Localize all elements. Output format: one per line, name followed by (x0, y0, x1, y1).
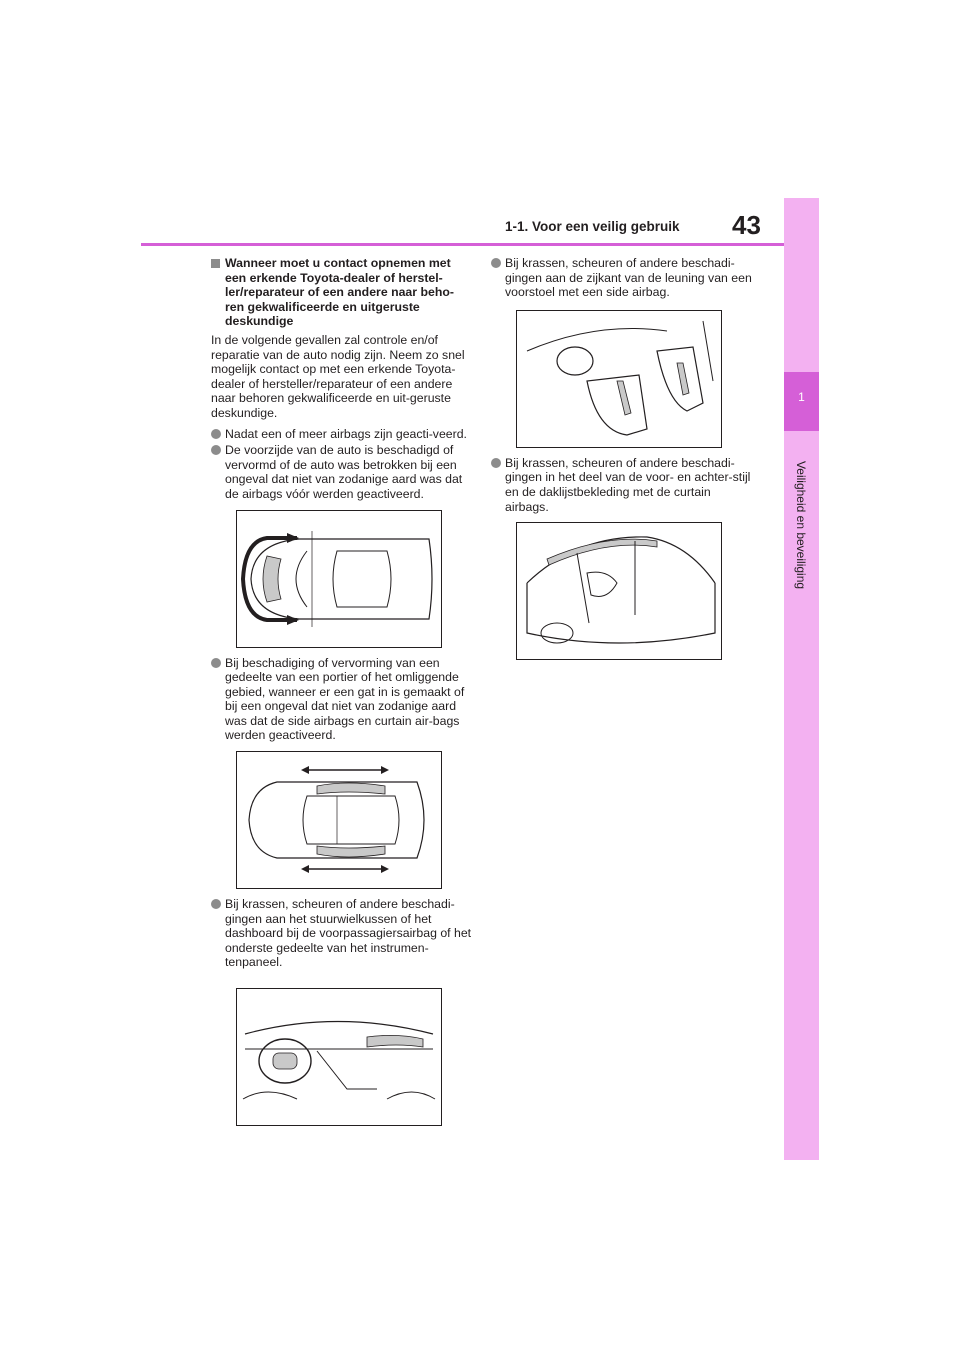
front-seat-illustration (517, 311, 721, 447)
section-heading-text: Wanneer moet u contact opnemen met een erkende Toyota-dealer of herstel-ler/reparateur of een andere naar beho-ren gekwalificeerde en uitgeruste deskundige (225, 256, 454, 329)
list-item (491, 456, 753, 514)
left-column (211, 256, 473, 1134)
car-top-view-side-illustration (237, 752, 441, 888)
bullet-icon (491, 458, 501, 468)
bullet-icon (211, 445, 221, 455)
intro-paragraph: In de volgende gevallen zal controle en/of reparatie van de auto nodig zijn. Neem zo snel mogelijk contact op met een erkende Toyota-dealer of hersteller/reparateur of een andere naar behoren gekwalificeerde en uit-geruste deskundige. (211, 332, 465, 420)
chapter-tab-strip (784, 198, 819, 1160)
list-item (211, 443, 473, 501)
bullet-icon (211, 899, 221, 909)
bullet-icon (211, 658, 221, 668)
list-item-text: Bij beschadiging of vervorming van een gedeelte van een portier of het omliggende gebied, wanneer er een gat in is gemaakt of bij een ongeval dat niet van zodanige aard was dat de side airbags en curtain air-bags werden geactiveerd. (225, 655, 465, 743)
right-column (491, 256, 753, 668)
section-title: 1-1. Voor een veilig gebruik (505, 219, 680, 234)
list-item (211, 427, 473, 442)
bullet-icon (211, 429, 221, 439)
figure-side-damage (236, 751, 442, 889)
list-item (211, 897, 473, 970)
list-item-text: De voorzijde van de auto is beschadigd of vervormd of de auto was betrokken bij een ongeval dat niet van zodanige aard was dat de airbags vóór werden geactiveerd. (225, 443, 463, 501)
figure-seat (516, 310, 722, 448)
list-item-text: Nadat een of meer airbags zijn geacti-veerd. (225, 426, 467, 441)
chapter-title: Veiligheid en beveiliging (794, 460, 808, 590)
dashboard-illustration (237, 989, 441, 1125)
header-rule (141, 243, 785, 246)
bullet-icon (491, 258, 501, 268)
chapter-number: 1 (798, 390, 805, 404)
square-bullet-icon (211, 259, 220, 268)
curtain-airbag-illustration (517, 523, 721, 659)
car-top-view-front-illustration (237, 511, 441, 647)
section-heading (211, 256, 473, 329)
figure-front-damage (236, 510, 442, 648)
figure-dashboard (236, 988, 442, 1126)
figure-curtain (516, 522, 722, 660)
list-item-text: Bij krassen, scheuren of andere beschadi-gingen aan het stuurwielkussen of het dashboard bij de voorpassagiersairbag of het onderste gedeelte van het instrumen-tenpaneel. (225, 897, 472, 970)
list-item-text: Bij krassen, scheuren of andere beschadi-gingen in het deel van de voor- en achter-stijl en de daklijstbekleding met de curtain airbags. (505, 455, 751, 514)
list-item-text: Bij krassen, scheuren of andere beschadi-gingen aan de zijkant van de leuning van een voorstoel met een side airbag. (505, 256, 752, 300)
page-number: 43 (732, 210, 761, 240)
list-item (211, 656, 473, 744)
list-item (491, 256, 753, 300)
